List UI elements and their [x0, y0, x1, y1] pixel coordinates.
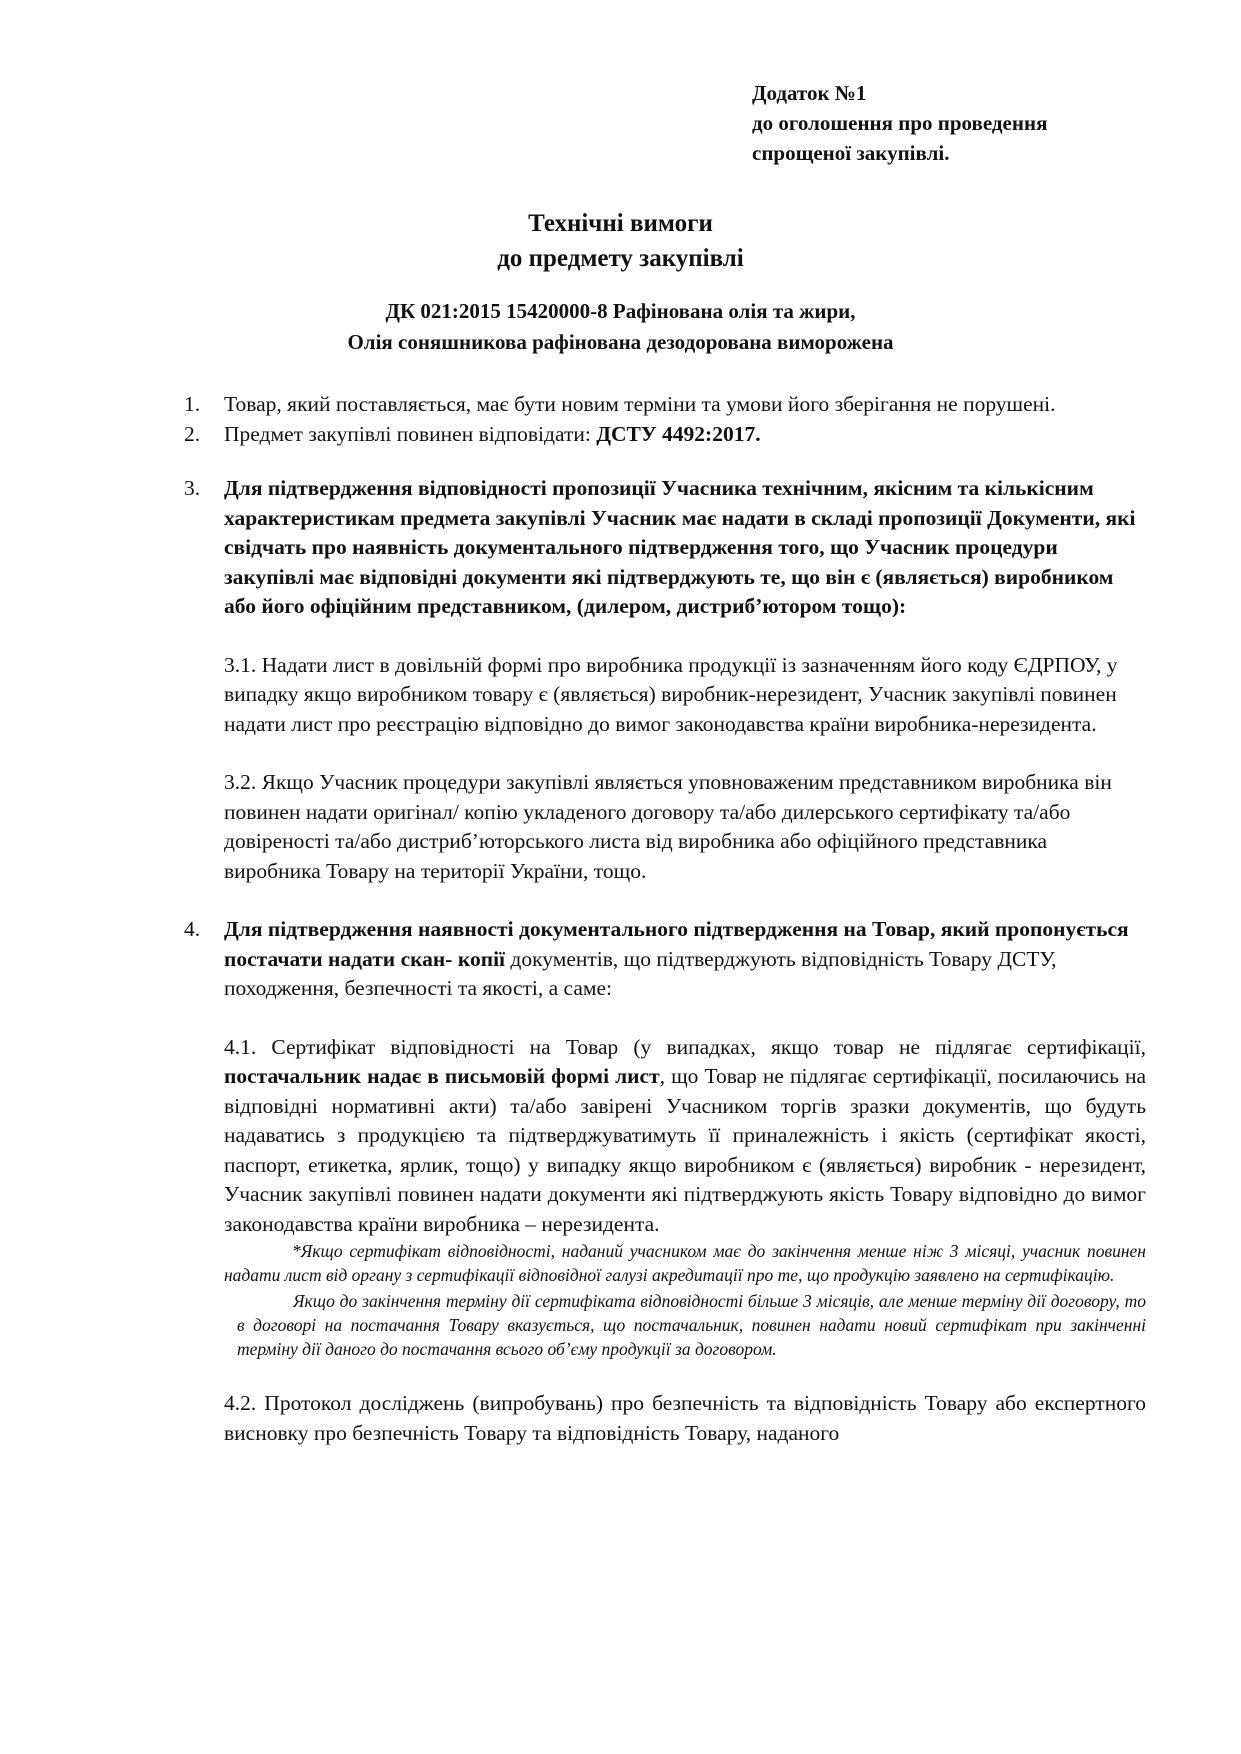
- item-number: 2.: [184, 421, 201, 446]
- annex-reference-line-2: спрощеної закупівлі.: [752, 141, 950, 165]
- title-line-2: до предмету закупівлі: [497, 245, 744, 272]
- item-text: документів, що підтверджують відповідність Товару ДСТУ, походження, безпечності та якості, а саме:: [224, 946, 1057, 1000]
- document-subtitle: [0, 296, 1241, 358]
- document-body: [184, 390, 1146, 1448]
- item-text: Для підтвердження відповідності пропозиції Учасника технічним, якісним та кількісним характеристикам предмета закупівлі Учасник має надати в складі пропозиції Документи, які свідчать про наявність документального підтвердження того, що Учасник процедури закупівлі має відповідні документи які підтверджують те, що він є (являється) виробником або його офіційним представником, (дилером, дистриб’ютором тощо):: [224, 476, 1136, 618]
- item-text: Товар, який поставляється, має бути новим терміни та умови його зберігання не порушені.: [224, 392, 1056, 416]
- document-title: [0, 206, 1241, 276]
- item-text: Предмет закупівлі повинен відповідати:: [224, 421, 597, 446]
- item-number: 4.: [184, 917, 201, 941]
- standard-reference: ДСТУ 4492:2017.: [596, 421, 761, 446]
- footnote-certificate-renewal: Якщо до закінчення терміну дії сертифіката відповідності більше 3 місяців, але менше терміну дії договору, то в договорі на постачання Товару вказується, що постачальник, повинен надати новий сертифікат при закінченні терміну дії даного до постачання всього об’єму продукції за договором.: [237, 1291, 1146, 1359]
- footnote-certificate-expiry: *Якщо сертифікат відповідності, наданий учасником має до закінчення менше ніж 3 місяці, учасник повинен надати лист від органу з сертифікації відповідної галузі акредитації про те, що продукцію заявлено на сертифікацію.: [224, 1241, 1146, 1285]
- paragraph-4-1-part-1: 4.1. Сертифікат відповідності на Товар (у випадках, якщо товар не підлягає сертифікації,: [224, 1034, 1146, 1059]
- item-number: 3.: [184, 476, 201, 500]
- list-item-2: [184, 420, 1146, 450]
- title-line-1: Технічні вимоги: [528, 210, 713, 237]
- subtitle-line-1: ДК 021:2015 15420000-8 Рафінована олія та жири,: [385, 299, 856, 323]
- paragraph-4-2: 4.2. Протокол досліджень (випробувань) про безпечність та відповідність Товару або експертного висновку про безпечність Товару та відповідність Товару, наданого: [224, 1391, 1146, 1445]
- annex-number: Додаток №1: [752, 81, 867, 105]
- list-item-1: [184, 390, 1146, 420]
- paragraph-4-1-bold: постачальник надає в письмовій формі лист: [224, 1064, 660, 1088]
- annex-header: [752, 78, 1047, 168]
- list-item-4: [184, 915, 1146, 1004]
- item-bold-text: Для підтвердження наявності документального підтвердження на Товар, який пропонується постачати надати скан- копії: [224, 917, 1129, 971]
- list-item-3: [184, 474, 1146, 622]
- paragraph-3-2: 3.2. Якщо Учасник процедури закупівлі являється уповноваженим представником виробника він повинен надати оригінал/ копію укладеного договору та/або дилерського сертифікату та/або довіреності та/або дистриб’юторського листа від виробника або офіційного представника виробника Товару на території України, тощо.: [224, 770, 1112, 883]
- paragraph-4-1-part-2: , що Товар не підлягає сертифікації, посилаючись на відповідні нормативні акти) та/або завірені Учасником торгів зразки документів, що будуть надаватись з продукцією та підтверджуватимуть її приналежність і якість (сертифікат якості, паспорт, етикетка, ярлик, тощо) у випадку якщо виробником є (являється) виробник - нерезидент, Учасник закупівлі повинен надати документи які підтверджують якість Товару відповідно до вимог законодавства країни виробника – нерезидента.: [224, 1064, 1146, 1236]
- paragraph-3-1: 3.1. Надати лист в довільній формі про виробника продукції із зазначенням його коду ЄДРПОУ, у випадку якщо виробником товару є (являється) виробник-нерезидент, Учасник закупівлі повинен надати лист про реєстрацію відповідно до вимог законодавства країни виробника-нерезидента.: [224, 652, 1118, 736]
- paragraph-4-1: [224, 1033, 1146, 1240]
- item-number: 1.: [184, 392, 201, 416]
- annex-reference-line-1: до оголошення про проведення: [752, 111, 1048, 135]
- subtitle-line-2: Олія соняшникова рафінована дезодорована виморожена: [347, 330, 894, 354]
